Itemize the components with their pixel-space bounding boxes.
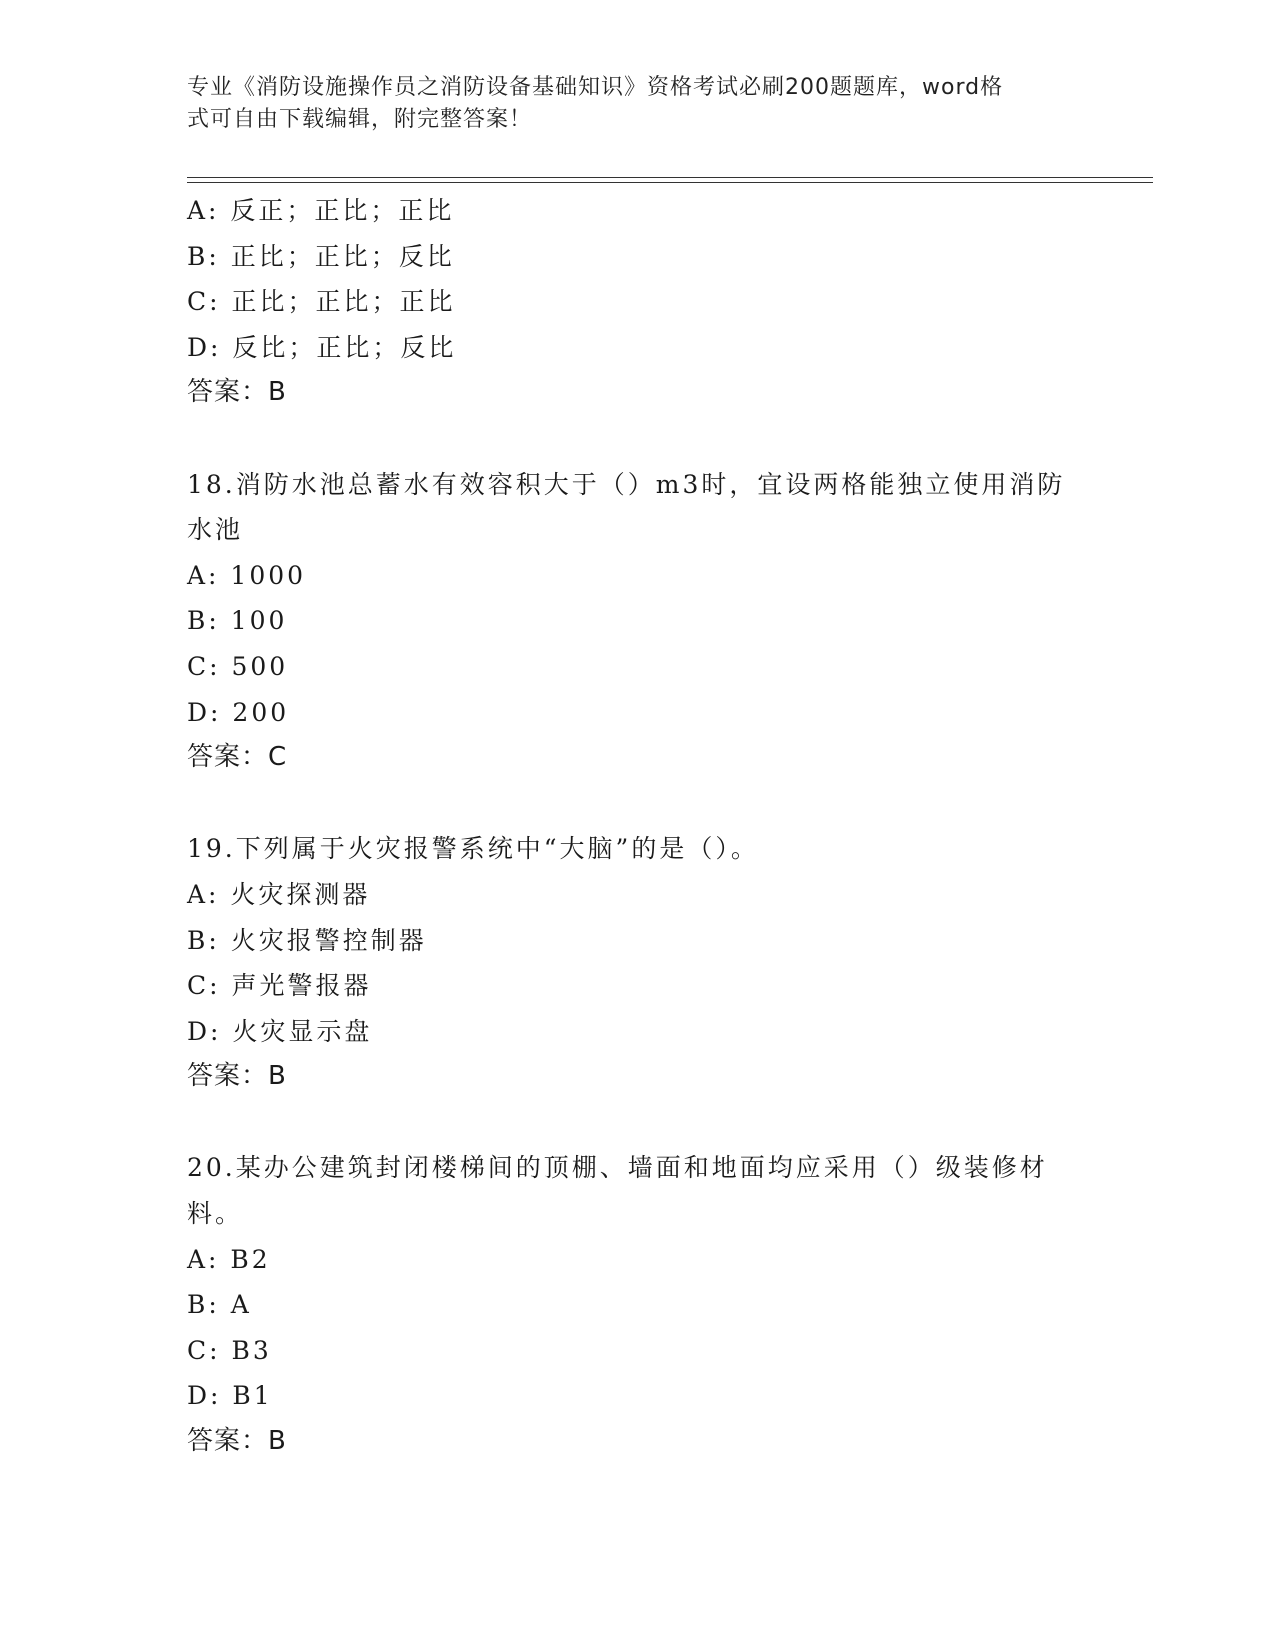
option-c: C: B3 [187,1335,272,1365]
option-a: A: 反正；正比；正比 [187,196,455,225]
option-a: A: B2 [187,1244,271,1274]
question-20 [187,1145,1087,1464]
option-a: A: 1000 [187,560,307,590]
question-17 [187,188,1087,416]
option-d: D: 火灾显示盘 [187,1016,373,1046]
header-line-1: 专业《消防设施操作员之消防设备基础知识》资格考试必刷200题题库，word格 [187,75,1004,100]
answer: 答案：C [187,742,288,773]
header-divider-top [187,177,1153,178]
answer: 答案：B [187,1061,287,1092]
header-line-2: 式可自由下载编辑，附完整答案！ [187,107,533,132]
header-divider-bottom [187,182,1153,183]
option-b: B: A [187,1290,252,1320]
option-a: A: 火灾探测器 [187,879,371,909]
question-stem: 19.下列属于火灾报警系统中“大脑”的是（）。 [187,834,759,864]
option-b: B: 100 [187,606,288,636]
option-d: D: 反比；正比；反比 [187,332,457,362]
option-c: C: 500 [187,651,289,681]
question-list [187,188,1087,1465]
option-d: D: B1 [187,1381,273,1411]
answer: 答案：B [187,1426,287,1457]
option-b: B: 正比；正比；反比 [187,241,455,271]
option-c: C: 声光警报器 [187,971,372,1001]
document-header [187,72,1067,136]
question-stem: 18.消防水池总蓄水有效容积大于（）m3时，宜设两格能独立使用消防 [187,469,1066,499]
option-c: C: 正比；正比；正比 [187,287,456,317]
question-stem-continued: 水池 [187,515,244,545]
option-b: B: 火灾报警控制器 [187,925,427,955]
question-19 [187,826,1087,1100]
question-stem-continued: 料。 [187,1199,244,1229]
question-stem: 20.某办公建筑封闭楼梯间的顶棚、墙面和地面均应采用（）级装修材 [187,1153,1048,1183]
option-d: D: 200 [187,697,290,727]
answer: 答案：B [187,377,287,408]
question-18 [187,462,1087,781]
